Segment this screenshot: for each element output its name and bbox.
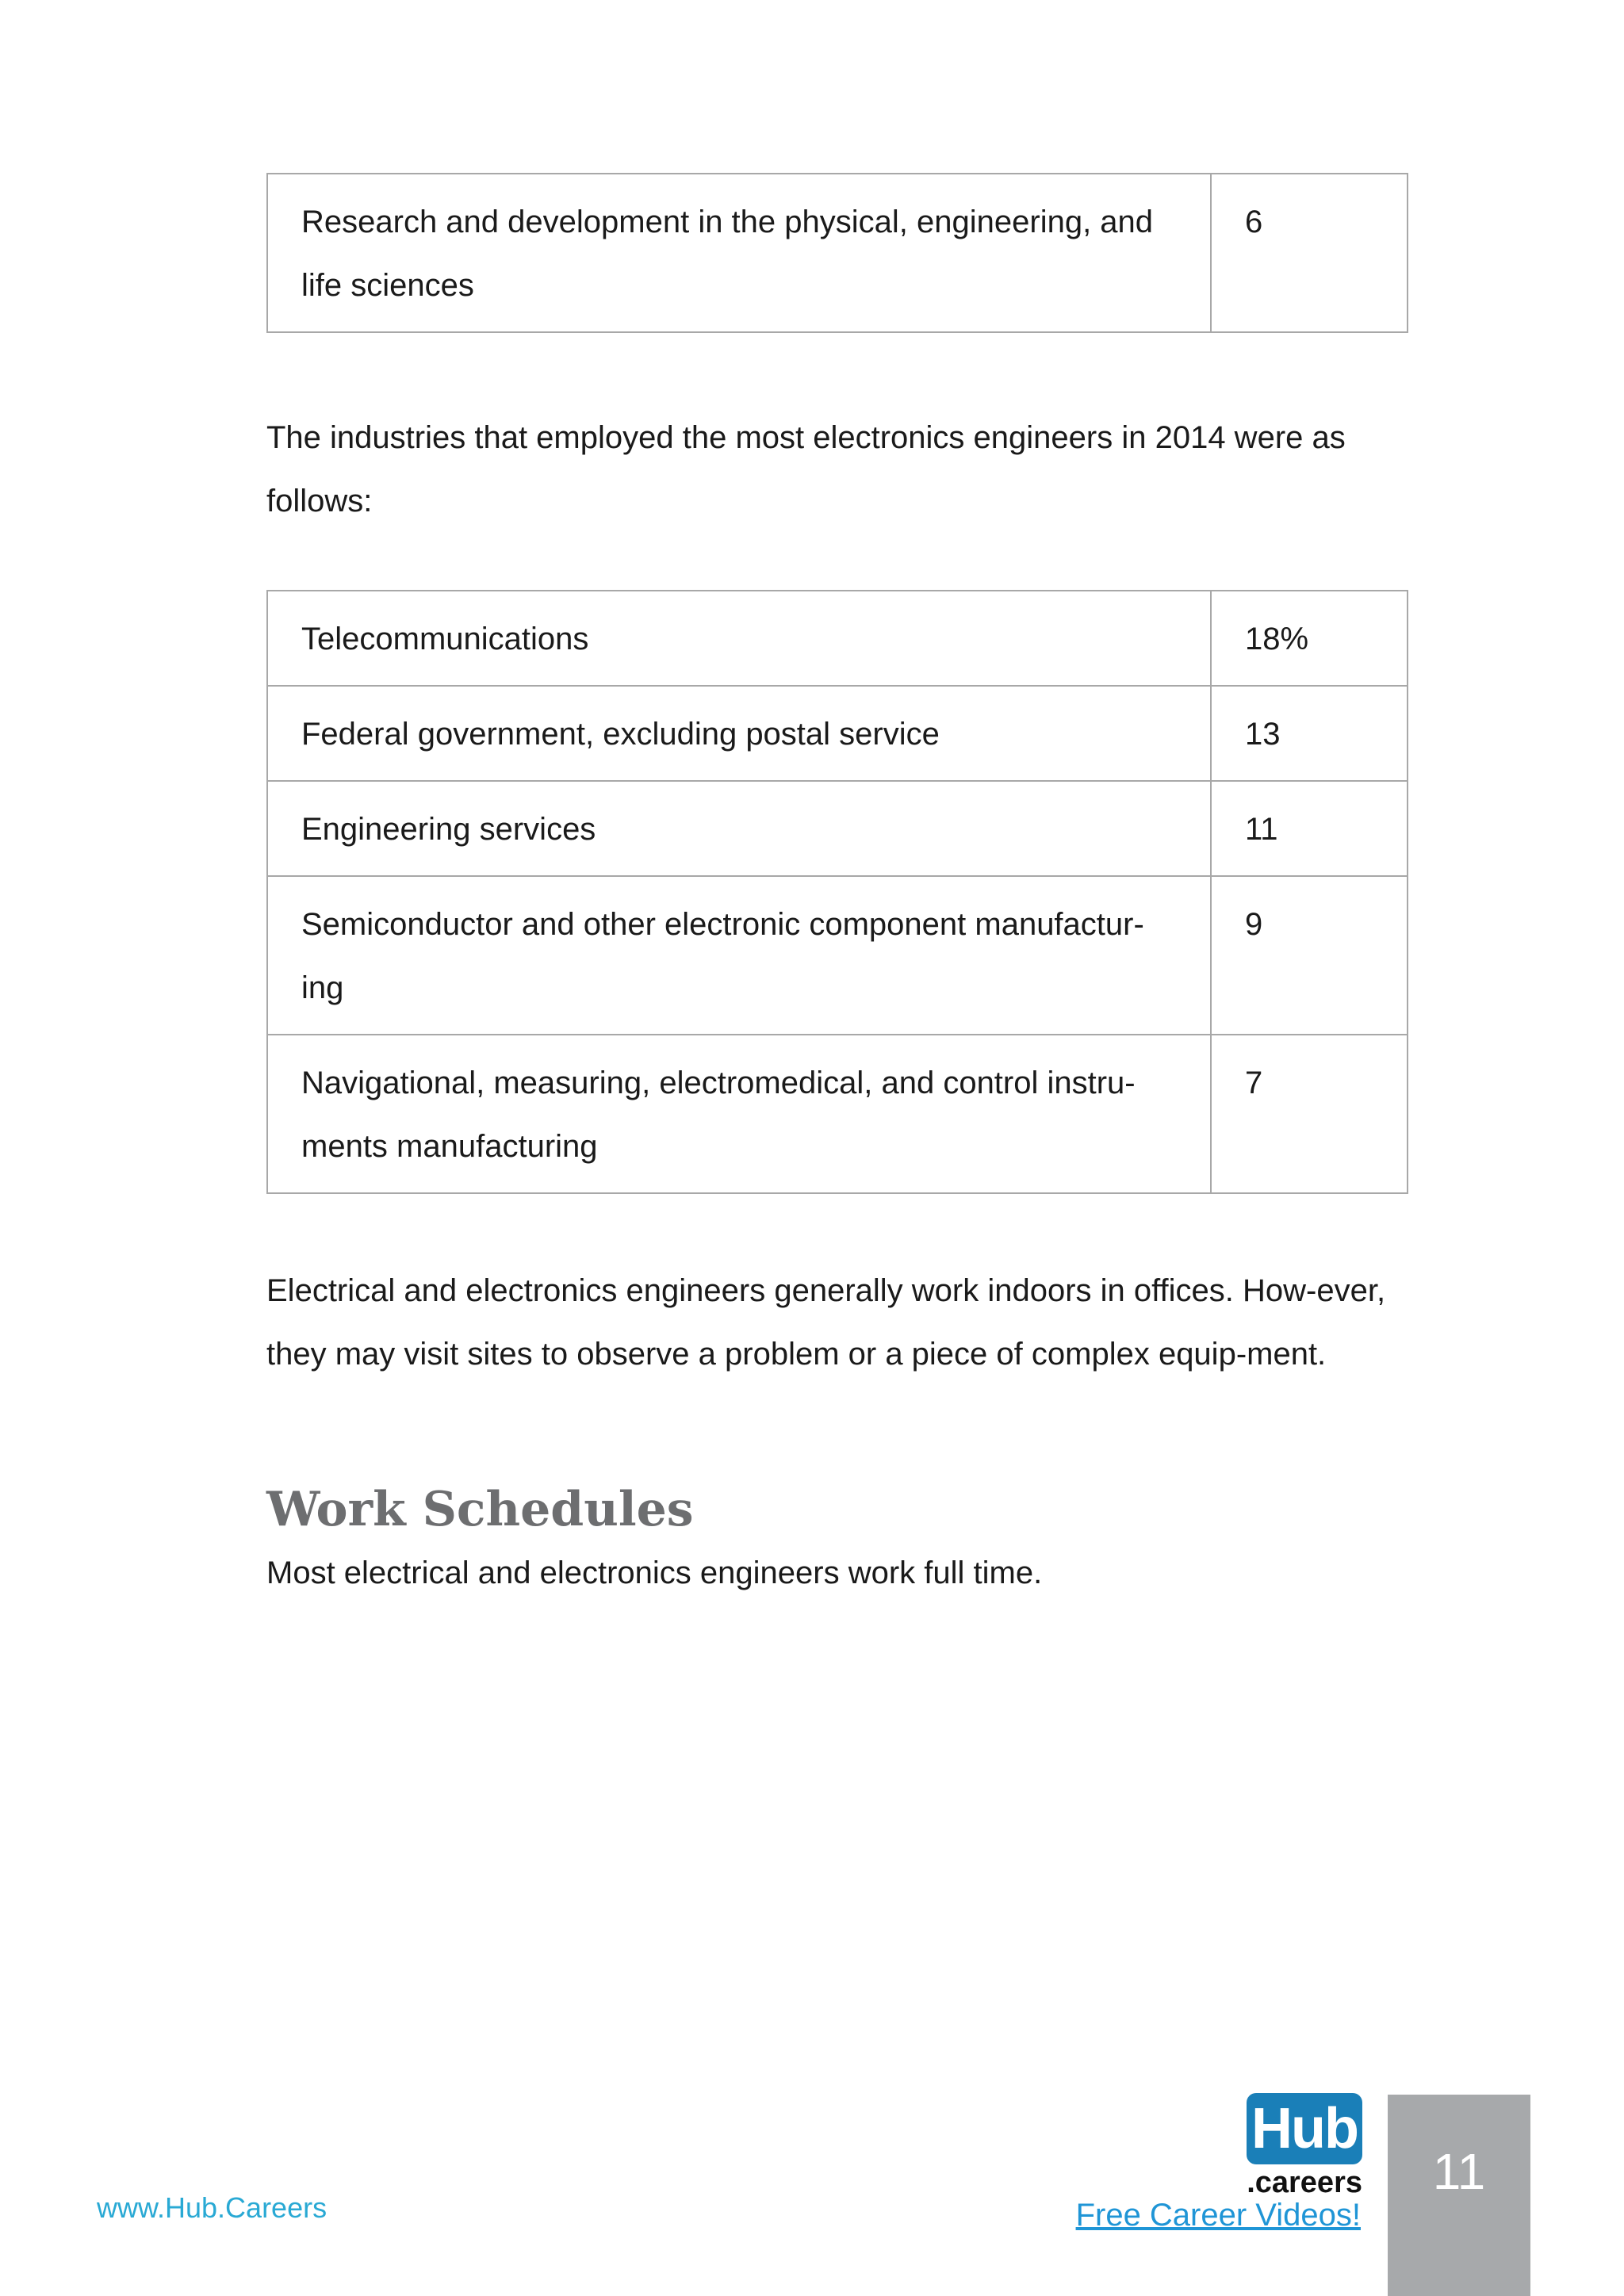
page-number-tab: [1388, 2095, 1530, 2296]
free-career-videos-link[interactable]: Free Career Videos!: [1075, 2198, 1361, 2233]
table-cell-value: 6: [1211, 174, 1408, 332]
page-content: [266, 173, 1408, 1605]
table-cell-value: 9: [1211, 876, 1408, 1035]
section-heading: Work Schedules: [266, 1482, 694, 1537]
work-schedule-paragraph: Most electrical and electronics engineers work full time.: [266, 1556, 1043, 1590]
table-row: [267, 686, 1408, 781]
table-row: [267, 876, 1408, 1035]
logo-main-text: Hub: [1247, 2093, 1362, 2164]
page-number: 11: [1432, 2143, 1486, 2200]
table-row: [267, 781, 1408, 876]
table-cell-industry: Federal government, excluding postal service: [267, 686, 1211, 781]
table-row: [267, 1035, 1408, 1193]
table-cell-industry: Research and development in the physical, engineering, and life sciences: [267, 174, 1211, 332]
logo-sub-text: .careers: [1247, 2166, 1362, 2199]
table-cell-industry: Semiconductor and other electronic component manufactur-ing: [267, 876, 1211, 1035]
industries-table: [266, 590, 1408, 1194]
table-row: [267, 174, 1408, 332]
table-cell-industry: Telecommunications: [267, 591, 1211, 686]
table-cell-value: 11: [1211, 781, 1408, 876]
hub-careers-logo[interactable]: [1240, 2093, 1362, 2199]
footer-website-link[interactable]: www.Hub.Careers: [97, 2191, 327, 2224]
table-cell-value: 13: [1211, 686, 1408, 781]
work-environment-paragraph: Electrical and electronics engineers generally work indoors in offices. How-ever, they may visit sites to observe a problem or a piece of complex equip-ment.: [266, 1273, 1386, 1372]
rd-table: [266, 173, 1408, 333]
table-cell-value: 7: [1211, 1035, 1408, 1193]
table-cell-value: 18%: [1211, 591, 1408, 686]
table-cell-industry: Engineering services: [267, 781, 1211, 876]
table-row: [267, 591, 1408, 686]
intro-paragraph: The industries that employed the most electronics engineers in 2014 were as follows:: [266, 420, 1346, 519]
table-cell-industry: Navigational, measuring, electromedical, and control instru-ments manufacturing: [267, 1035, 1211, 1193]
